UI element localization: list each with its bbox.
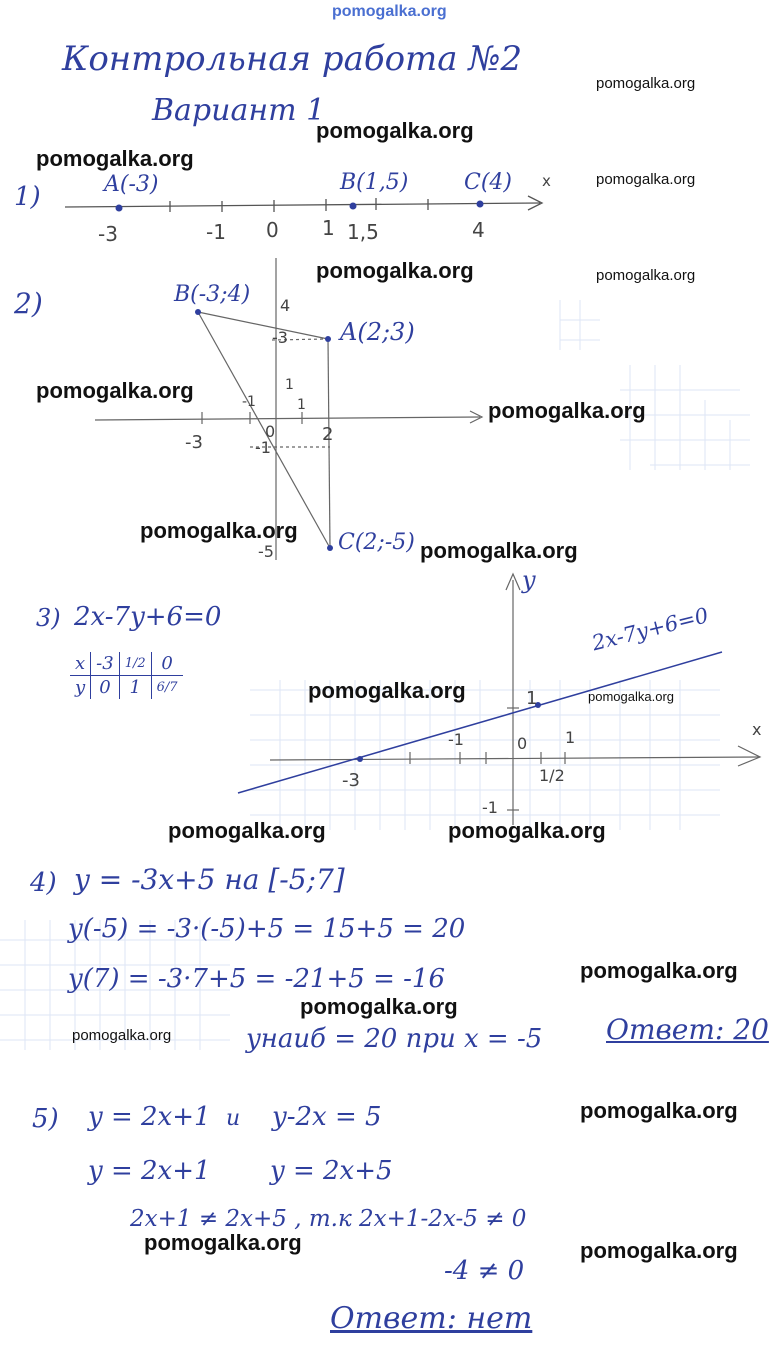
task1-point-b: B(1,5) (340, 170, 409, 195)
task1-tick-0: 0 (266, 218, 279, 242)
task2-label-0: 0 (265, 422, 276, 441)
task2-label-neg1-y: -1 (255, 438, 271, 457)
task2-label-neg3-y: -3 (272, 328, 288, 347)
task2-label-neg1-x: -1 (242, 394, 256, 410)
task3-label-1-x: 1 (565, 728, 576, 747)
watermark: pomogalka.org (580, 1098, 738, 1123)
watermark: pomogalka.org (308, 678, 466, 703)
task5-line1b: и (226, 1106, 241, 1131)
task5-answer: Ответ: нет (330, 1301, 533, 1336)
watermark: pomogalka.org (316, 118, 474, 143)
task3-label-1-y: 1 (526, 688, 538, 709)
task4-answer: Ответ: 20 (606, 1013, 769, 1046)
task5-line1c: y-2x = 5 (272, 1102, 382, 1132)
task3-label-0: 0 (517, 734, 528, 753)
table-y-header: y (75, 677, 86, 698)
task2-label-4: 4 (280, 296, 291, 315)
task2-number: 2) (14, 287, 43, 320)
watermark: pomogalka.org (580, 958, 738, 983)
watermark: pomogalka.org (36, 146, 194, 171)
task3-label-half: 1/2 (539, 766, 565, 785)
watermark: pomogalka.org (36, 378, 194, 403)
watermark: pomogalka.org (596, 171, 696, 188)
task2-label-1-y: 1 (285, 377, 294, 393)
task3-axis-y: y (522, 566, 536, 594)
watermark: pomogalka.org (580, 1238, 738, 1263)
task2-label-neg3-x: -3 (185, 432, 203, 453)
task5-line4: -4 ≠ 0 (444, 1256, 525, 1286)
watermark: pomogalka.org (144, 1230, 302, 1255)
watermark: pomogalka.org (448, 818, 606, 843)
table-y-cell: 1 (119, 676, 151, 700)
task2-label-1-x: 1 (297, 397, 306, 413)
task2-point-a: A(2;3) (340, 318, 415, 346)
task2-point-c: C(2;-5) (338, 530, 415, 555)
watermark: pomogalka.org (420, 538, 578, 563)
table-x-header: x (70, 652, 91, 676)
task5-line2b: y = 2x+5 (270, 1156, 393, 1186)
watermark: pomogalka.org (488, 398, 646, 423)
task1-point-c: C(4) (464, 170, 512, 195)
task1-tick-4: 4 (472, 218, 485, 242)
task3-axis-x: x (752, 720, 762, 739)
table-y-cell: 0 (91, 676, 120, 700)
page-title: Контрольная работа №2 (62, 39, 523, 79)
watermark: pomogalka.org (140, 518, 298, 543)
table-x-cell: -3 (91, 652, 120, 676)
watermark: pomogalka.org (596, 267, 696, 284)
task2-point-b: B(-3;4) (174, 282, 251, 307)
table-x-cell: 1/2 (119, 652, 151, 676)
watermark: pomogalka.org (316, 258, 474, 283)
task1-tick-1-5: 1,5 (347, 220, 379, 244)
task1-number: 1) (14, 182, 41, 212)
task3-label-neg1-x: -1 (448, 730, 464, 749)
task3-line-label: 2x-7y+6=0 (589, 603, 711, 656)
task3-number: 3) (36, 604, 61, 632)
top-watermark: pomogalka.org (332, 3, 447, 20)
task3-label-neg3: -3 (342, 770, 360, 791)
task5-line1a: y = 2x+1 (88, 1102, 211, 1132)
task1-tick-neg3: -3 (98, 222, 118, 246)
task4-line4: yнаиб = 20 при x = -5 (246, 1024, 543, 1054)
task3-equation: 2x-7y+6=0 (74, 602, 222, 632)
task1-tick-1: 1 (322, 216, 335, 240)
table-x-cell: 0 (151, 652, 182, 676)
task5-number: 5) (32, 1104, 59, 1134)
watermark: pomogalka.org (72, 1027, 172, 1044)
task4-number: 4) (30, 868, 57, 898)
task2-label-2: 2 (322, 424, 334, 445)
task5-line3: 2x+1 ≠ 2x+5 , т.к 2x+1-2x-5 ≠ 0 (130, 1206, 527, 1232)
task3-label-neg1-y: -1 (482, 798, 498, 817)
task2-label-neg5: -5 (258, 542, 274, 561)
task1-tick-neg1: -1 (206, 220, 226, 244)
watermark: pomogalka.org (168, 818, 326, 843)
task4-line2: y(-5) = -3·(-5)+5 = 15+5 = 20 (68, 914, 466, 944)
task4-line3: y(7) = -3·7+5 = -21+5 = -16 (68, 964, 445, 994)
watermark: pomogalka.org (300, 994, 458, 1019)
watermark: pomogalka.org (588, 689, 674, 704)
task1-point-a: A(-3) (104, 172, 159, 197)
watermark: pomogalka.org (596, 75, 696, 92)
table-y-cell: 6/7 (151, 676, 182, 700)
task1-axis-x: x (542, 172, 551, 190)
task4-line1: y = -3x+5 на [-5;7] (74, 863, 345, 896)
task5-line2a: y = 2x+1 (88, 1156, 211, 1186)
variant-label: Вариант 1 (152, 93, 326, 128)
